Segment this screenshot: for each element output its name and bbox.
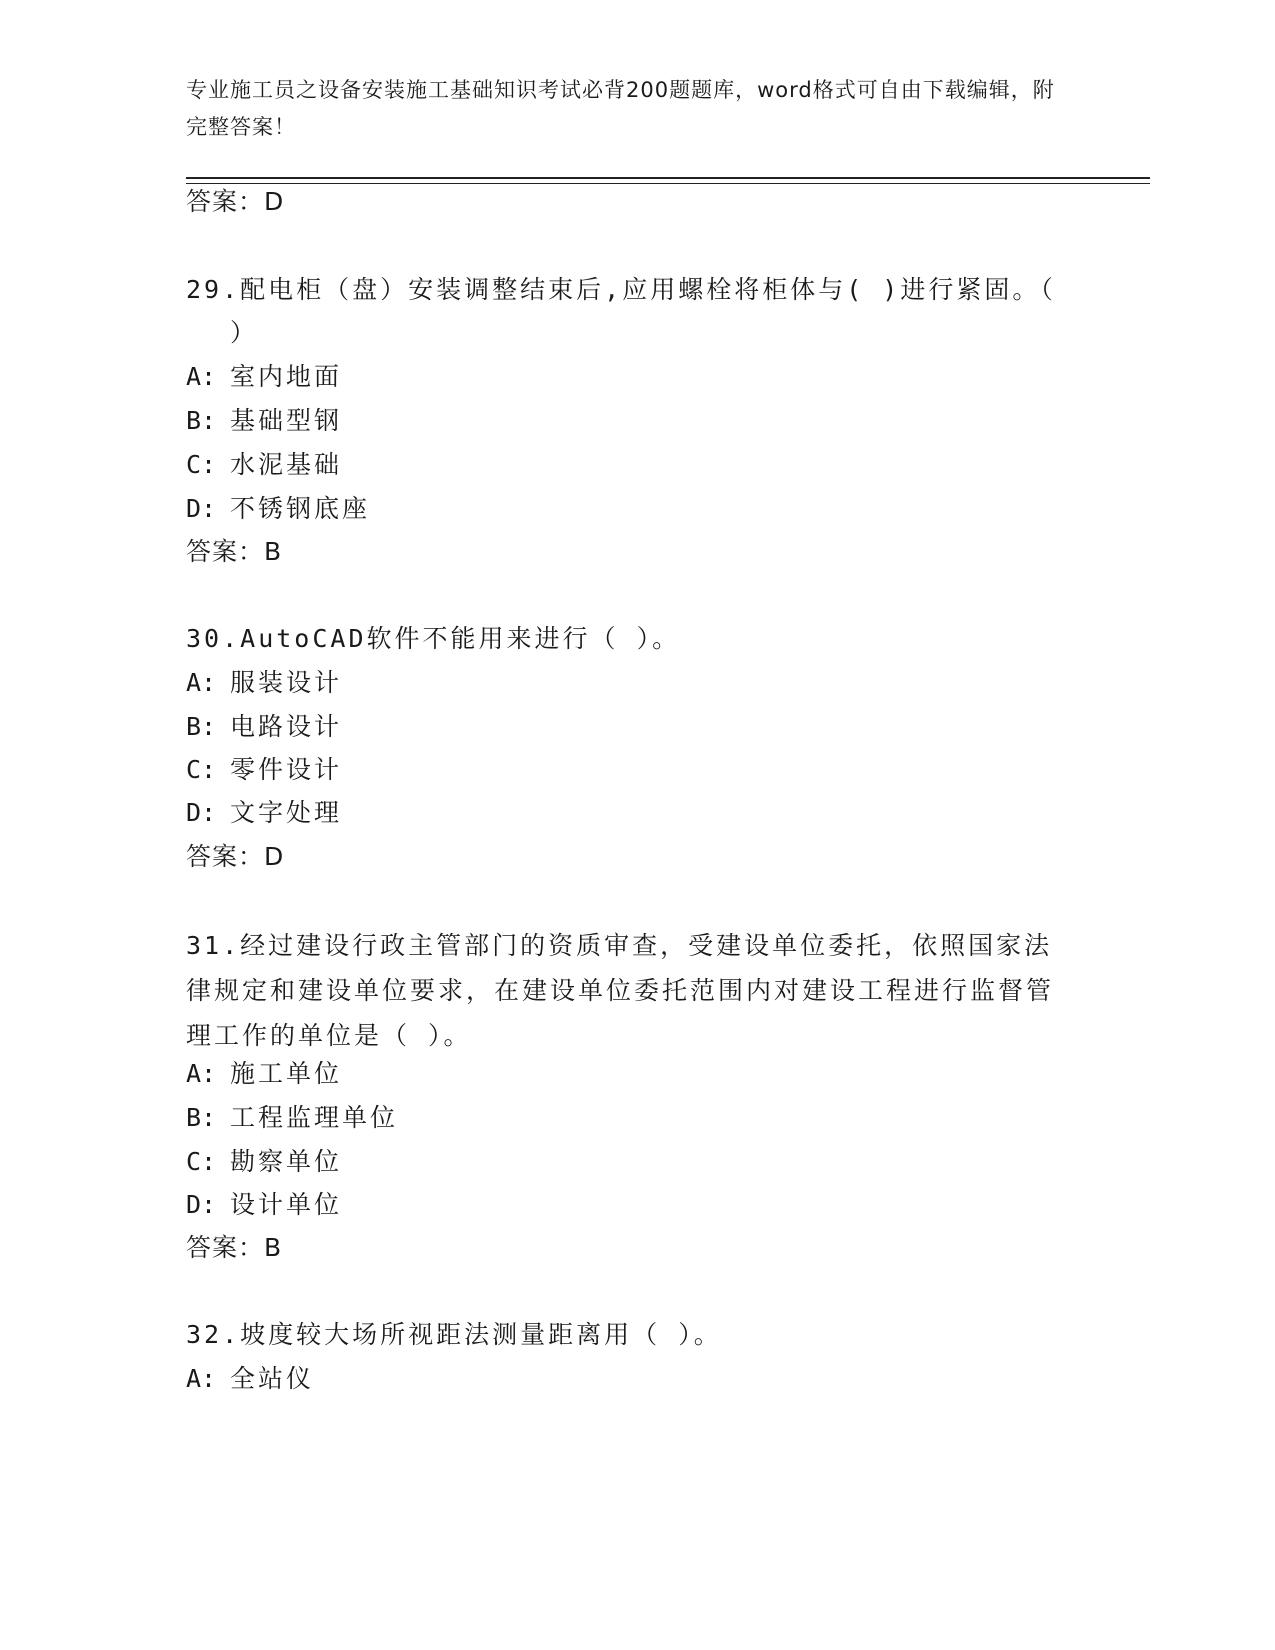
header-rule-thin xyxy=(186,183,1150,184)
document-header: 专业施工员之设备安装施工基础知识考试必背200题题库，word格式可自由下载编辑，附完整答案！ xyxy=(186,78,1055,139)
question-29-stem: 29.配电柜（盘）安装调整结束后,应用螺栓将柜体与( )进行紧固。（ xyxy=(186,275,1056,304)
option-letter: C: xyxy=(186,450,217,479)
header-rule-thick xyxy=(186,177,1150,179)
option-29-c xyxy=(186,449,342,481)
option-letter: A: xyxy=(186,668,217,697)
answer-q31: 答案：B xyxy=(186,1233,283,1262)
option-text: 勘察单位 xyxy=(230,1147,343,1176)
option-31-d xyxy=(186,1189,342,1221)
answer-q30: 答案：D xyxy=(186,842,285,871)
option-letter: B: xyxy=(186,406,217,435)
option-text: 基础型钢 xyxy=(230,406,343,435)
option-text: 电路设计 xyxy=(230,712,343,741)
option-29-d xyxy=(186,493,370,525)
option-31-a xyxy=(186,1058,342,1090)
option-29-b xyxy=(186,405,342,437)
option-letter: D: xyxy=(186,494,217,523)
option-letter: A: xyxy=(186,1059,217,1088)
option-letter: B: xyxy=(186,1103,217,1132)
option-text: 室内地面 xyxy=(230,362,343,391)
option-letter: D: xyxy=(186,1190,217,1219)
option-letter: C: xyxy=(186,1147,217,1176)
option-text: 设计单位 xyxy=(230,1190,343,1219)
question-31-stem: 31.经过建设行政主管部门的资质审查，受建设单位委托，依照国家法律规定和建设单位要求，在建设单位委托范围内对建设工程进行监督管理工作的单位是（ ）。 xyxy=(186,931,1055,1050)
option-32-a xyxy=(186,1363,314,1395)
option-text: 不锈钢底座 xyxy=(230,494,371,523)
option-31-b xyxy=(186,1102,398,1134)
option-text: 文字处理 xyxy=(230,798,343,827)
option-text: 服装设计 xyxy=(230,668,343,697)
question-29-stem-cont: ） xyxy=(230,318,259,347)
option-letter: C: xyxy=(186,755,217,784)
option-letter: A: xyxy=(186,362,217,391)
option-31-c xyxy=(186,1146,342,1178)
option-30-b xyxy=(186,711,342,743)
option-text: 工程监理单位 xyxy=(230,1103,399,1132)
option-30-d xyxy=(186,797,342,829)
option-30-c xyxy=(186,754,342,786)
option-text: 施工单位 xyxy=(230,1059,343,1088)
answer-q28: 答案：D xyxy=(186,187,285,216)
question-32-stem: 32.坡度较大场所视距法测量距离用（ ）。 xyxy=(186,1320,722,1349)
question-30-stem: 30.AutoCAD软件不能用来进行（ ）。 xyxy=(186,624,681,653)
option-letter: A: xyxy=(186,1364,217,1393)
option-30-a xyxy=(186,667,342,699)
option-29-a xyxy=(186,361,342,393)
option-text: 零件设计 xyxy=(230,755,343,784)
option-letter: D: xyxy=(186,798,217,827)
option-text: 全站仪 xyxy=(230,1364,315,1393)
answer-q29: 答案：B xyxy=(186,537,283,566)
option-text: 水泥基础 xyxy=(230,450,343,479)
option-letter: B: xyxy=(186,712,217,741)
